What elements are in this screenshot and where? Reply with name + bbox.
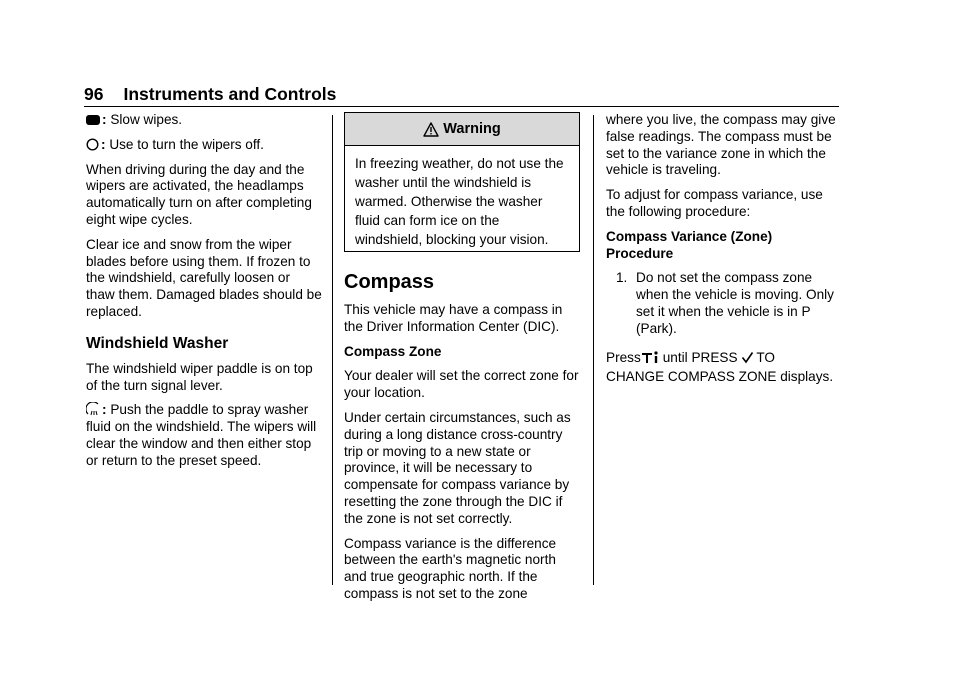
para-ice: Clear ice and snow from the wiper blades before using them. If frozen to the windshield, carefully loosen or thaw them. Damaged blades should be replaced. bbox=[86, 236, 322, 319]
step-text: Do not set the compass zone when the vehicle is moving. Only set it when the vehicle is in P (Park). bbox=[636, 270, 834, 336]
para-variance: Compass variance is the difference between the earth's magnetic north and true geographic north. If the compass is not set to the zone bbox=[344, 535, 557, 601]
column-1 bbox=[86, 112, 322, 478]
push-paddle-text: Push the paddle to spray washer fluid on the windshield. The wipers will clear the window and then either stop or return to the preset speed. bbox=[86, 402, 317, 468]
para-paddle: The windshield wiper paddle is on top of the turn signal lever. bbox=[86, 360, 313, 393]
page-number: 96 bbox=[84, 84, 104, 104]
compass-heading: Compass bbox=[344, 271, 435, 293]
vehicle-info-icon bbox=[641, 350, 661, 364]
wipers-off-item: : Use to turn the wipers off. bbox=[86, 137, 322, 154]
checkmark-icon bbox=[741, 351, 754, 364]
procedure-step-1 bbox=[616, 270, 842, 337]
slow-wipes-text: Slow wipes. bbox=[110, 112, 183, 127]
wiper-off-icon bbox=[86, 138, 99, 151]
wiper-slow-icon bbox=[86, 114, 100, 126]
column-divider-1 bbox=[332, 115, 333, 585]
press-instruction: Press until PRESS TO CHANGE COMPASS ZONE displays. bbox=[606, 349, 834, 384]
para-dic: This vehicle may have a compass in the Driver Information Center (DIC). bbox=[344, 302, 563, 334]
compass-zone-heading: Compass Zone bbox=[344, 343, 442, 359]
step-number: 1. bbox=[616, 270, 628, 286]
warning-triangle-icon bbox=[423, 122, 439, 137]
para-circumstances: Under certain circumstances, such as during a long distance cross-country trip or moving to a new state or province, it will be necessary to compensate for compass variance by resetting the zone through the DIC if the zone is not set correctly. bbox=[344, 409, 571, 526]
slow-wipes-item: : Slow wipes. bbox=[86, 112, 322, 129]
column-3 bbox=[606, 112, 842, 394]
para-dealer: Your dealer will set the correct zone for your location. bbox=[344, 368, 579, 401]
para-driving: When driving during the day and the wipers are activated, the headlamps automatically turn on after completing eight wipe cycles. bbox=[86, 161, 312, 227]
warning-title: Warning bbox=[443, 120, 501, 137]
para-live: where you live, the compass may give false readings. The compass must be set to the variance zone in which the vehicle is traveling. bbox=[606, 112, 836, 178]
warning-box bbox=[344, 112, 580, 252]
washer-heading: Windshield Washer bbox=[86, 334, 229, 352]
procedure-heading: Compass Variance (Zone) Procedure bbox=[606, 228, 773, 261]
wipers-off-text: Use to turn the wipers off. bbox=[109, 136, 264, 152]
washer-spray-icon bbox=[86, 402, 100, 416]
page-header bbox=[84, 84, 839, 104]
column-2 bbox=[344, 112, 580, 611]
header-rule bbox=[84, 106, 839, 107]
para-adjust: To adjust for compass variance, use the following procedure: bbox=[606, 187, 823, 219]
push-paddle-item: : Push the paddle to spray washer fluid on the windshield. The wipers will clear the window and then either stop or return to the preset speed. bbox=[86, 402, 317, 468]
section-title: Instruments and Controls bbox=[123, 84, 337, 104]
column-divider-2 bbox=[593, 115, 594, 585]
warning-header bbox=[345, 113, 579, 146]
warning-text: In freezing weather, do not use the washer until the windshield is warmed. Otherwise the washer fluid can form ice on the windshield, blocking your vision. bbox=[355, 156, 564, 247]
